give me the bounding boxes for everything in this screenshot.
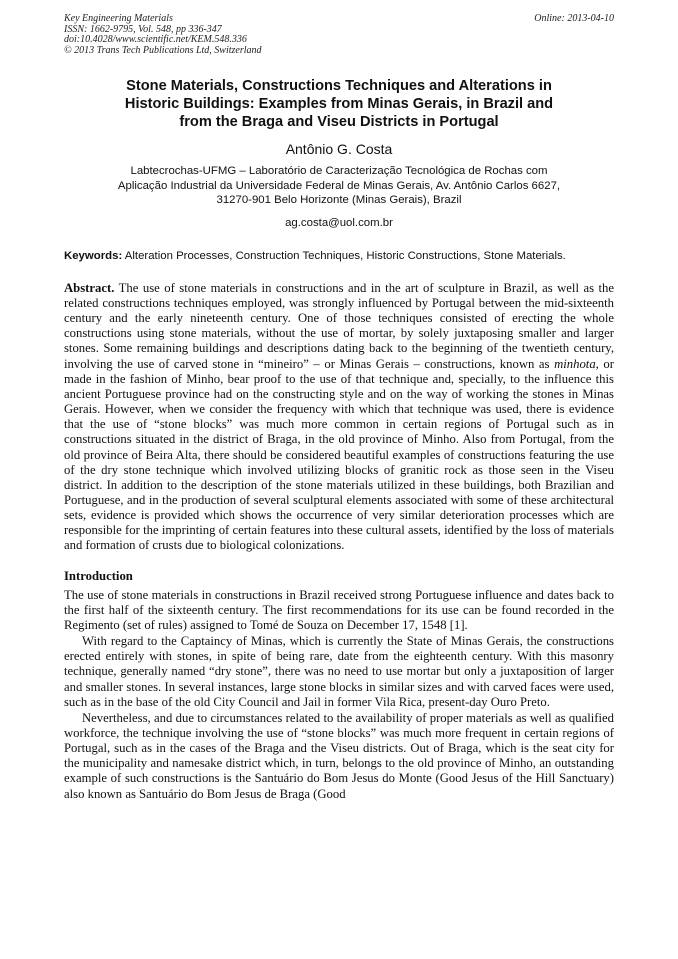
author-email[interactable]: ag.costa@uol.com.br (285, 216, 393, 229)
affiliation-line-2: Aplicação Industrial da Universidade Federal de Minas Gerais, Av. Antônio Carlos 6627, (117, 179, 561, 192)
abstract-text-part-2: , or made in the fashion of Minho, bear proof to the use of that technique and, specially, to the influence this ancient Portuguese province had on the constructing style and on the way of working the stones in Minas Gerais. However, when we consider the frequency with which that technique was used, there is evidence that the use of “stone blocks” was much more common in certain regions of Portugal such as in constructions situated in the district of Braga, in the old province of Minho. Also from Portugal, from the old province of Beira Alta, there should be considered beautiful examples of constructions featuring the use of the dry stone technique which involved utilizing blocks of granitic rock as those seen in the Viseu district. In addition to the description of the stone materials utilized in these buildings, both Brazilian and Portuguese, and in the production of several sculptural elements associated with some of these architectural sets, evidence is provided which shows the occurrence of very similar deterioration processes which are responsible for the imprinting of certain features into these cultural assets, identified by the loss of materials and formation of crusts due to biological colonizations. (64, 356, 614, 553)
introduction-heading: Introduction (64, 568, 133, 583)
issn-line: ISSN: 1662-9795, Vol. 548, pp 336-347 (64, 23, 222, 35)
keywords (64, 249, 614, 264)
title-line-2: Historic Buildings: Examples from Minas Gerais, in Brazil and (124, 96, 554, 112)
title-line-1: Stone Materials, Constructions Techniques and Alterations in (126, 78, 552, 94)
doi-line: doi:10.4028/www.scientific.net/KEM.548.336 (64, 34, 247, 45)
copyright-line: © 2013 Trans Tech Publications Ltd, Switzerland (64, 44, 262, 56)
affiliation-line-3: 31270-901 Belo Horizonte (Minas Gerais), Brazil (216, 194, 462, 207)
journal-name: Key Engineering Materials (64, 13, 173, 24)
affiliation (64, 164, 614, 208)
journal-header (64, 14, 614, 56)
title-line-3: from the Braga and Viseu Districts in Portugal (179, 114, 499, 130)
abstract-emphasis: minhota (554, 356, 596, 371)
paper-title (82, 77, 596, 131)
abstract-text-part-1: The use of stone materials in constructions and in the art of sculpture in Brazil, as well as the related constructions techniques employed, was strongly influenced by Portugal between the mid-sixteenth century and the early nineteenth century. One of those techniques consisted of erecting the whole constructions using stone materials, without the use of mortar, by solely juxtaposing smaller and larger stones. Some remaining buildings and descriptions dating back to the beginning of the twentieth century, involving the use of carved stone in “mineiro” – or Minas Gerais – constructions, known as (64, 280, 614, 371)
intro-paragraph-3: Nevertheless, and due to circumstances related to the availability of proper materials as well as qualified workforce, the technique involving the use of “stone blocks” was much more frequent in certain regions of Portugal, such as in the cases of the Braga and the Viseu districts. Out of Braga, which is the seat city for the municipality and namesake district which, in turn, belongs to the old province of Minho, an outstanding example of such constructions is the Santuário do Bom Jesus do Monte (Good Jesus of the Hill Sanctuary) also known as Santuário do Bom Jesus de Braga (Good (64, 710, 614, 801)
intro-paragraph-2: With regard to the Captaincy of Minas, which is currently the State of Minas Gerais, the constructions erected entirely with stones, in spite of being rare, date from the eighteenth century. With this masonry technique, generally named “dry stone”, there was no need to use mortar but only a juxtaposition of larger and smaller stones. In several instances, large stone blocks in similar sizes and with carved faces were used, such as in the base of the old City Council and Jail in former Vila Rica, present-day Ouro Preto. (64, 634, 614, 709)
keywords-label: Keywords: (64, 249, 123, 262)
abstract (64, 281, 614, 554)
abstract-label: Abstract. (64, 280, 115, 295)
keywords-text: Alteration Processes, Construction Techniques, Historic Constructions, Stone Materials. (124, 249, 566, 262)
online-date: Online: 2013-04-10 (534, 13, 614, 24)
author-name: Antônio G. Costa (285, 141, 393, 157)
intro-paragraph-1: The use of stone materials in constructions in Brazil received strong Portuguese influence and dates back to the first half of the sixteenth century. The first recommendations for its use can be found recorded in the Regimento (set of rules) assigned to Tomé de Souza on December 17, 1548 [1]. (64, 587, 614, 632)
affiliation-line-1: Labtecrochas-UFMG – Laboratório de Caracterização Tecnológica de Rochas com (130, 165, 548, 177)
